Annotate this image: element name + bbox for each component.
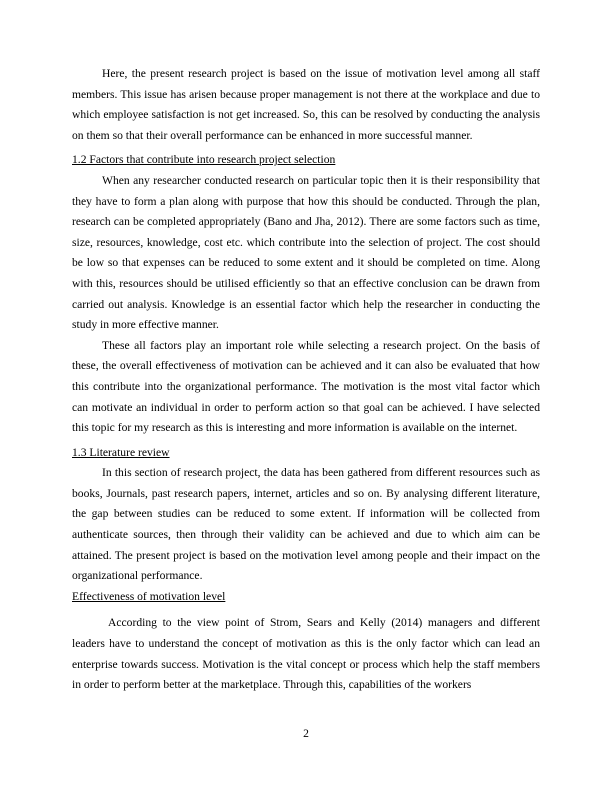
section-1-3-paragraph-1: In this section of research project, the data has been gathered from different resources such as books, Journals, past research papers, internet, articles and so on. By analysing different literature, the gap between studies can be reduced to some extent. If information will be collected from authenticate sources, then through their validity can be achieved and due to which aim can be attained. The present project is based on the motivation level among people and their impact on the organizational performance. — [72, 466, 540, 583]
intro-paragraph: Here, the present research project is based on the issue of motivation level among all staff members. This issue has arisen because proper management is not there at the workplace and due to which employee satisfaction is not get increased. So, this can be resolved by conducting the analysis on them so that their overall performance can be enhanced in more successful manner. — [72, 67, 540, 142]
subheading-effectiveness-of-motivation: Effectiveness of motivation level — [72, 589, 226, 603]
section-1-3-paragraph-2: According to the view point of Strom, Sears and Kelly (2014) managers and different leaders have to understand the concept of motivation as this is the only factor which can lead an enterprise towards success. Motivation is the vital concept or process which help the staff members in order to perform better at the marketplace. Through this, capabilities of the workers — [72, 616, 540, 692]
section-1-2-paragraph-2: These all factors play an important role while selecting a research project. On the basis of these, the overall effectiveness of motivation can be achieved and it can also be evaluated that how this contribute into the organizational performance. The motivation is the most vital factor which can motivate an individual in order to perform action so that goal can be achieved. I have selected this topic for my research as this is interesting and more information is available on the internet. — [72, 338, 540, 435]
section-heading-1-2: 1.2 Factors that contribute into research project selection — [72, 153, 336, 167]
page-number: 2 — [303, 727, 309, 740]
page-content — [72, 64, 540, 696]
section-1-2-paragraph-1: When any researcher conducted research on particular topic then it is their responsibility that they have to form a plan along with purpose that how this should be conducted. Through the plan, research can be completed appropriately (Bano and Jha, 2012). There are some factors such as time, size, resources, knowledge, cost etc. which contribute into the selection of project. The cost should be low so that expenses can be reduced to some extent and it should be completed on time. Along with this, resources should be utilised efficiently so that an effective conclusion can be drawn from carried out analysis. Knowledge is an essential factor which help the researcher in conducting the study in more effective manner. — [72, 173, 540, 332]
section-heading-1-3: 1.3 Literature review — [72, 445, 170, 459]
